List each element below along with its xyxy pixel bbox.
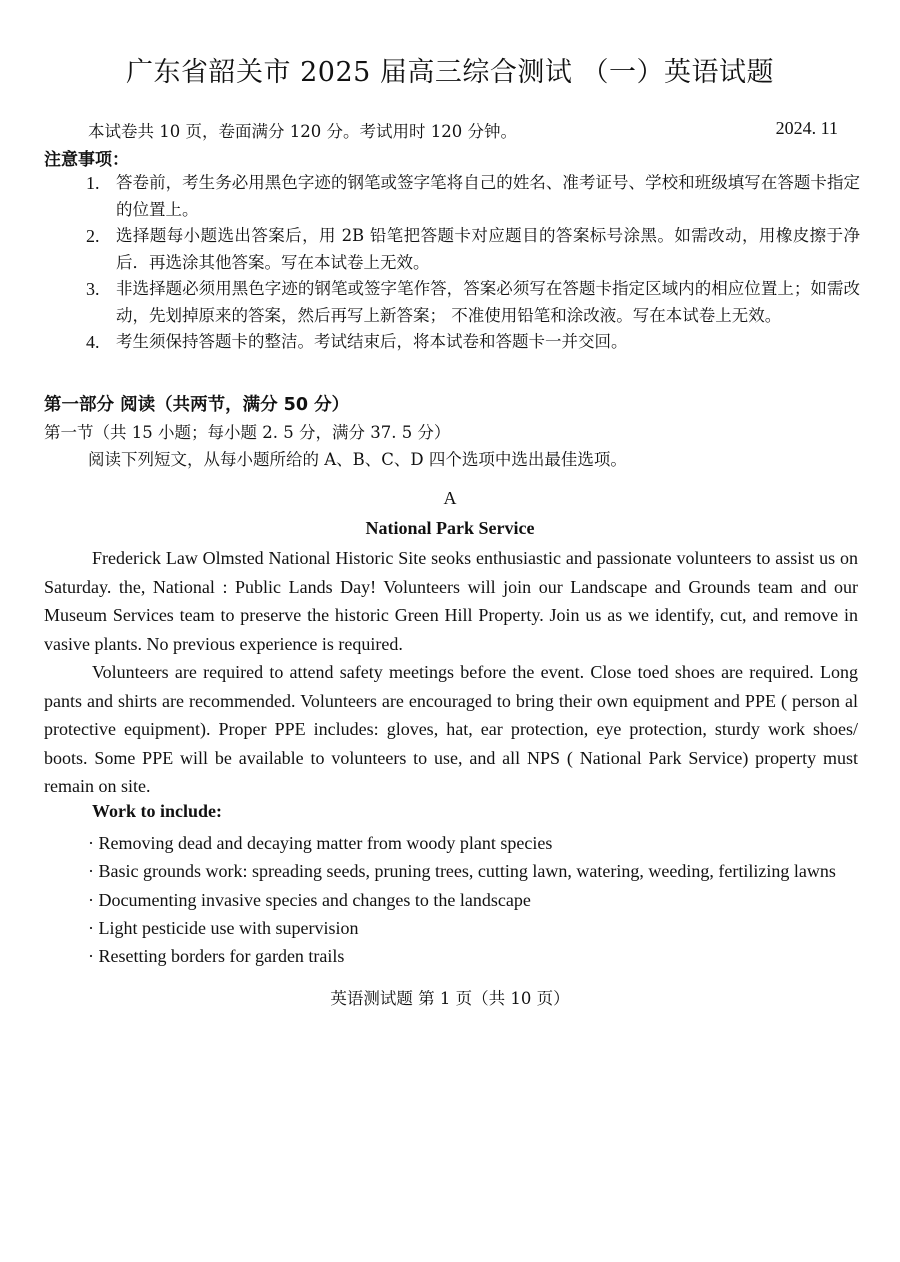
part-title: 第一部分 阅读（共两节，满分 50 分） (44, 395, 350, 415)
notice-item-text: 选择题每小题选出答案后，用 2B 铅笔把答题卡对应题目的答案标号涂黑。如需改动，用橡皮擦于净后．再选涂其他答案。写在本试卷上无效。 (116, 226, 860, 272)
work-list-item: · Documenting invasive species and changes to the landscape (88, 889, 531, 910)
notice-item (86, 329, 860, 356)
notice-item (86, 276, 860, 329)
passage-paragraph: Volunteers are required to attend safety meetings before the event. Close toed shoes are required. Long pants and shirts are recommended. Volunteers are encouraged to bring their own equipment and PPE ( person al protective equipment). Proper PPE includes: gloves, hat, ear protection, eye protection, sturdy work shoes/ boots. Some PPE will be available to volunteers to use, and all NPS ( National Park Service) property must remain on site. (44, 662, 858, 796)
passage-paragraph: Frederick Law Olmsted National Historic Site seoks enthusiastic and passionate volunteers to assist us on Saturday. the, National : Public Lands Day! Volunteers will join our Landscape and Grounds team and our Museum Services team to preserve the historic Green Hill Property. Join us as we identify, cut, and remove in vasive plants. No previous experience is required. (44, 548, 858, 654)
passage-title: National Park Service (365, 518, 535, 538)
notice-item-number: 1. (86, 173, 100, 193)
exam-meta-text: 本试卷共 10 页，卷面满分 120 分。考试用时 120 分钟。 (88, 122, 517, 141)
page-title: 广东省韶关市 2025 届高三综合测试 （一）英语试题 (126, 57, 774, 88)
notice-item-number: 4. (86, 332, 100, 352)
passage-letter: A (443, 488, 457, 508)
work-list-title: Work to include: (92, 801, 223, 821)
notice-title: 注意事项： (44, 150, 129, 170)
section-title: 第一节（共 15 小题；每小题 2. 5 分，满分 37. 5 分） (44, 423, 451, 442)
notice-item (86, 223, 860, 276)
notice-item-number: 2. (86, 226, 100, 246)
notice-item-text: 考生须保持答题卡的整洁。考试结束后，将本试卷和答题卡一并交回。 (116, 332, 628, 351)
notice-item (86, 170, 860, 223)
work-list-item: · Removing dead and decaying matter from woody plant species (88, 833, 553, 853)
notice-item-number: 3. (86, 279, 100, 299)
page-footer: 英语测试题 第 1 页（共 10 页） (330, 989, 570, 1008)
exam-date: 2024. 11 (775, 118, 838, 138)
section-instruction: 阅读下列短文，从每小题所给的 A、B、C、D 四个选项中选出最佳选项。 (88, 450, 627, 469)
work-list-item: · Light pesticide use with supervision (88, 917, 359, 938)
work-list (88, 829, 868, 970)
notice-list (86, 170, 860, 356)
notice-item-text: 非选择题必须用黑色字迹的钢笔或签字笔作答，答案必须写在答题卡指定区域内的相应位置上；如需改动，先划掉原来的答案，然后再写上新答案； 不准使用铅笔和涂改液。写在本试卷上无效。 (116, 279, 860, 325)
exam-meta (88, 118, 838, 142)
work-list-item: · Basic grounds work: spreading seeds, pruning trees, cutting lawn, watering, weeding, fertilizing lawns (88, 861, 836, 882)
work-list-item: · Resetting borders for garden trails (88, 946, 345, 967)
notice-item-text: 答卷前，考生务必用黑色字迹的钢笔或签字笔将自己的姓名、准考证号、学校和班级填写在答题卡指定的位置上。 (116, 173, 860, 219)
passage-body (44, 544, 858, 801)
